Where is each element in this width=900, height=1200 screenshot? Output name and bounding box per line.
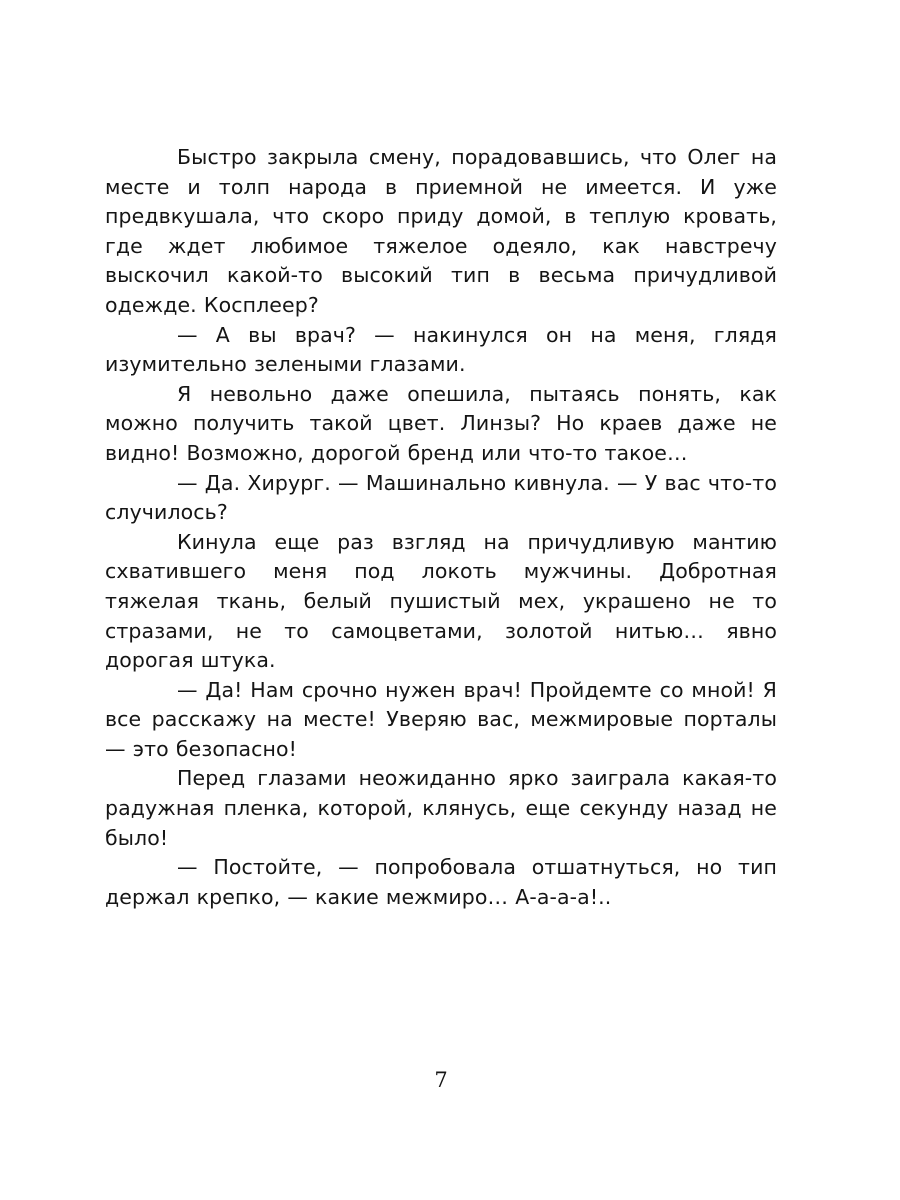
paragraph: Кинула еще раз взгляд на причудливую мантию схватившего меня под локоть мужчины. Добротная тяжелая ткань, белый пушистый мех, украшено не то стразами, не то самоцветами, золотой нитью… явно дорогая штука. bbox=[105, 529, 777, 673]
paragraph: — А вы врач? — накинулся он на меня, глядя изумительно зелеными глазами. bbox=[105, 322, 777, 377]
paragraph: — Да. Хирург. — Машинально кивнула. — У вас что-то случилось? bbox=[105, 470, 777, 525]
paragraph: — Постойте, — попробовала отшатнуться, но тип держал крепко, — какие межмиро… А-а-а-а!.. bbox=[105, 855, 777, 909]
paragraph: — Да! Нам срочно нужен врач! Пройдемте со мной! Я все расскажу на месте! Уверяю вас, межмировые порталы — это безопасно! bbox=[105, 677, 777, 761]
page-number: 7 bbox=[434, 1068, 448, 1092]
paragraph: Быстро закрыла смену, порадовавшись, что Олег на месте и толп народа в приемной не имеется. И уже предвкушала, что скоро приду домой, в теплую кровать, где ждет любимое тяжелое одеяло, как навстречу выскочил какой-то высокий тип в весьма причудливой одежде. Косплеер? bbox=[105, 145, 777, 317]
page-text-block bbox=[105, 143, 777, 912]
paragraph: Перед глазами неожиданно ярко заиграла какая-то радужная пленка, которой, клянусь, еще секунду назад не было! bbox=[105, 766, 777, 850]
paragraph: Я невольно даже опешила, пытаясь понять, как можно получить такой цвет. Линзы? Но краев даже не видно! Возможно, дорогой бренд или что-то такое… bbox=[105, 381, 777, 465]
